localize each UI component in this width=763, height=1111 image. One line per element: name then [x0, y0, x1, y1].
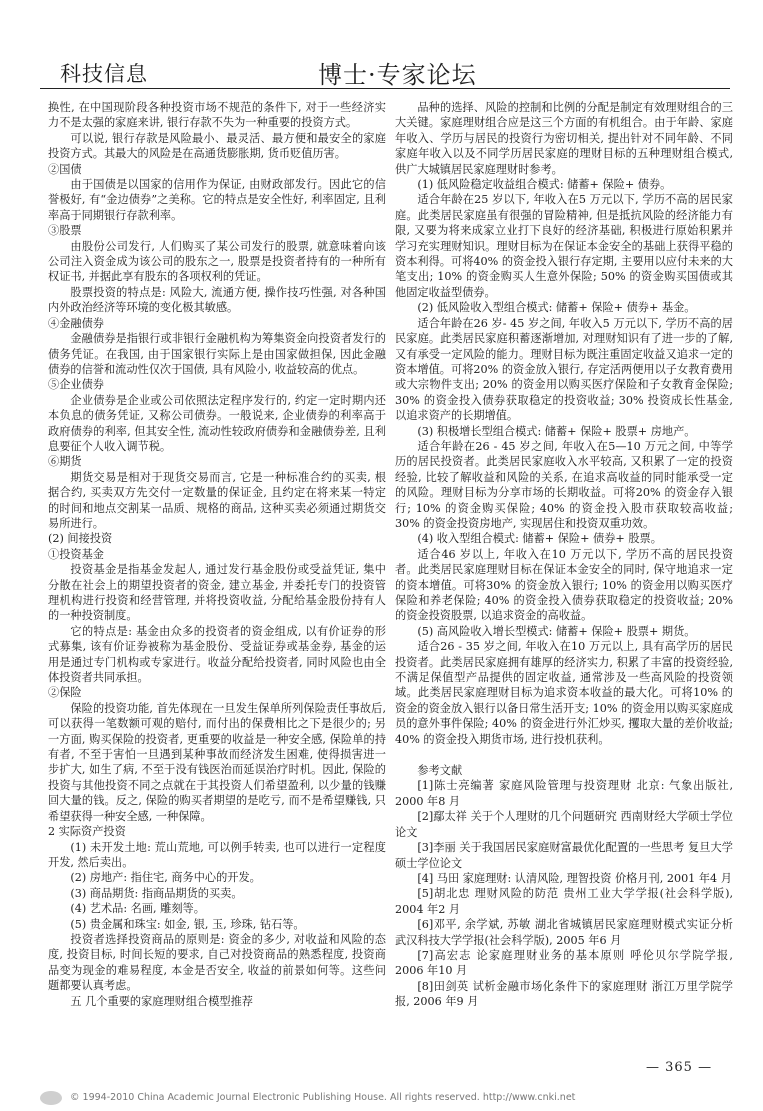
paragraph: 适合46 岁以上, 年收入在10 万元以下, 学历不高的居民投资者。此类居民家庭理财目标在保证本金安全的同时, 保守地追求一定的资本增值。可将30% 的资金放入银行; 10% 的资金用以购买医疗保险和养老保险; 40% 的资金投入债券获取稳定的投资收益; 20% 的资金投资股票, 以追求资金的高收益。 — [395, 547, 733, 623]
section-heading: ①投资基金 — [48, 547, 104, 561]
model-heading: (4) 收入型组合模式: 储蓄+ 保险+ 债券+ 股票。 — [417, 532, 662, 546]
section-heading: (2) 间接投资 — [48, 532, 113, 546]
model-heading: (1) 低风险稳定收益组合模式: 储蓄+ 保险+ 债券。 — [417, 178, 672, 192]
paragraph: 适合年龄在26 岁- 45 岁之间, 年收入5 万元以下, 学历不高的居民家庭。此类居民家庭积蓄逐渐增加, 对理财知识有了进一步的了解, 又有承受一定风险的能力。理财目标为既注重固定收益又追求一定的资本增值。可将20% 的资金放入银行, 存定活两便用以子女教育费用或大宗物件支出; 20% 的资金用以购买医疗保险和子女教育金保险; 30% 的资金投入债券获取稳定的投资收益; 30% 投资成长性基金, 以追求资产的长期增值。 — [395, 316, 733, 423]
paragraph: 投资基金是指基金发起人, 通过发行基金股份或受益凭证, 集中分散在社会上的期望投资者的资金, 建立基金, 并委托专门的投资管理机构进行投资和经营管理, 并将投资收益, 分配给基金股份持有人的一种投资制度。 — [48, 563, 386, 623]
paragraph: 适合年龄在26 - 45 岁之间, 年收入在5—10 万元之间, 中等学历的居民投资者。此类居民家庭收入水平较高, 又积累了一定的投资经验, 比较了解收益和风险的关系, 在追求高收益的同时能承受一定的风险。理财目标为分享市场的长期收益。可将20% 的资金存入银行; 10% 的资金购买保险; 40% 的资金投入股市获取较高收益; 30% 的资金投资房地产, 实现居住和投资双重功效。 — [395, 439, 733, 530]
right-column — [395, 100, 733, 1010]
reference-item: [8]田剑英 试析金融市场化条件下的家庭理财 浙江万里学院学报, 2006 年9 月 — [395, 979, 733, 1009]
cnki-logo-icon — [40, 1091, 62, 1105]
model-heading: (3) 积极增长型组合模式: 储蓄+ 保险+ 股票+ 房地产。 — [417, 424, 696, 438]
section-heading: ④金融债券 — [48, 316, 104, 330]
list-item: (2) 房地产: 指住宅, 商务中心的开发。 — [70, 871, 261, 885]
section-heading: ⑤企业债券 — [48, 378, 104, 392]
model-heading: (2) 低风险收入型组合模式: 储蓄+ 保险+ 债券+ 基金。 — [417, 301, 696, 315]
paragraph: 换性, 在中国现阶段各种投资市场不规范的条件下, 对于一些经济实力不是太强的家庭来讲, 银行存款不失为一种重要的投资方式。 — [48, 101, 386, 130]
references-title: 参考文献 — [417, 764, 463, 778]
paragraph: 投资者选择投资商品的原则是: 资金的多少, 对收益和风险的态度, 投资目标, 时间长短的要求, 自己对投资商品的熟悉程度, 投资商品变为现金的难易程度, 本金是否安全, 收益的前景如何等。这些问题都要认真考虑。 — [48, 932, 386, 993]
list-item: (5) 贵金属和珠宝: 如金, 银, 玉, 珍珠, 钻石等。 — [70, 917, 305, 931]
paragraph: 保险的投资功能, 首先体现在一旦发生保单所列保险责任事故后, 可以获得一笔数额可观的赔付, 而付出的保费相比之下是很少的; 另一方面, 购买保险的投资者, 更重要的收益是一种安全感, 保险单的持有者, 不至于害怕一旦遇到某种事故而经济发生困难, 使得损害进一步扩大, 如生了病, 不至于没有钱医治而延误治疗时机。因此, 保险的投资与其他投资不同之点就在于其投资人们希望盈利, 以少量的钱赚回大量的钱。反之, 保险的购买者期望的是吃亏, 而不是希望赚钱, 只希望获得一种安全感, 一种保障。 — [48, 701, 386, 823]
paragraph: 由于国债是以国家的信用作为保证, 由财政部发行。因此它的信誉极好, 有“金边债券”之美称。它的特点是安全性好, 利率固定, 且利率高于同期银行存款利率。 — [48, 178, 386, 222]
reference-item: [4] 马田 家庭理财: 认清风险, 理智投资 价格月刊, 2001 年4 月 — [417, 871, 732, 885]
list-item: (1) 未开发土地: 荒山荒地, 可以例手转卖, 也可以进行一定程度开发, 然后卖出。 — [48, 840, 386, 869]
paragraph: 金融债券是指银行或非银行金融机构为筹集资金向投资者发行的债务凭证。在我国, 由于国家银行实际上是由国家做担保, 因此金融债券的信誉和流动性仅次于国债, 具有风险小, 收益较高的优点。 — [48, 332, 386, 376]
paragraph: 企业债券是企业或公司依照法定程序发行的, 约定一定时期内还本负息的债务凭证, 又称公司债券。一般说来, 企业债券的利率高于政府债券的利率, 但其安全性, 流动性较政府债券和金融债券差, 且利息要征个人收入调节税。 — [48, 393, 386, 453]
paragraph: 股票投资的特点是: 风险大, 流通方便, 操作技巧性强, 对各种国内外政治经济等环境的变化极其敏感。 — [48, 285, 386, 315]
section-heading: ②保险 — [48, 686, 82, 700]
paragraph: 由股份公司发行, 人们购买了某公司发行的股票, 就意味着向该公司注入资金成为该公司的股东之一, 股票是投资者持有的一种所有权证书, 并据此享有股东的各项权利的凭证。 — [48, 239, 386, 284]
section-heading: 五 几个重要的家庭理财组合模型推荐 — [70, 994, 253, 1008]
copyright-text: © 1994-2010 China Academic Journal Electronic Publishing House. All rights reserved. http://www.cnki.net — [70, 1092, 576, 1103]
section-heading: ③股票 — [48, 224, 82, 238]
section-heading: ⑥期货 — [48, 455, 82, 469]
page-header — [0, 0, 763, 100]
reference-item: [5]胡北忠 理财风险的防范 贵州工业大学学报(社会科学版), 2004 年2 月 — [395, 887, 733, 916]
paragraph: 期货交易是相对于现货交易而言, 它是一种标准合约的买卖, 根据合约, 买卖双方先交付一定数量的保证金, 且约定在将来某一特定的时间和地点交割某一品质、规格的商品, 这种买卖必须通过期货交易所进行。 — [48, 470, 386, 530]
section-heading: ②国债 — [48, 162, 82, 176]
reference-item: [2]鄢太祥 关于个人理财的几个问题研究 西南财经大学硕士学位论文 — [395, 810, 733, 839]
paragraph: 适合26 - 35 岁之间, 年收入在10 万元以上, 具有高学历的居民投资者。此类居民家庭拥有雄厚的经济实力, 积累了丰富的投资经验, 不满足保值型产品提供的固定收益, 通常涉及一些高风险的投资领域。此类居民家庭理财目标为追求资本收益的最大化。可将10% 的资金的资金放入银行以备日常生活开支; 10% 的资金用以购买家庭成员的意外事件保险; 40% 的资金进行外汇炒买, 攫取大量的差价收益; 40% 的资金投入期货市场, 进行投机获利。 — [395, 640, 733, 746]
list-item: (3) 商品期货: 指商品期货的买卖。 — [70, 886, 243, 900]
journal-name: 科技信息 — [60, 62, 148, 86]
column-title: 博士·专家论坛 — [318, 61, 477, 89]
reference-item: [3]李丽 关于我国居民家庭财富最优化配置的一些思考 复旦大学 硕士学位论文 — [395, 841, 733, 870]
page-footer — [0, 1088, 763, 1111]
reference-item: [6]邓平, 余学斌, 苏敏 湖北省城镇居民家庭理财模式实证分析 武汉科技大学学报(社会科学版), 2005 年6 月 — [395, 918, 733, 947]
paragraph: 适合年龄在25 岁以下, 年收入在5 万元以下, 学历不高的居民家庭。此类居民家庭虽有很强的冒险精神, 但是抵抗风险的经济能力有限, 又要为将来成家立业打下良好的经济基础, 积极进行原始积累并学习充实理财知识。理财目标为在保证本金安全的基础上获得平稳的资本利得。可将40% 的资金投入银行存定期, 主要用以应付未来的大笔支出; 10% 的资金购买人生意外保险; 50% 的资金购买国债或其他固定收益型债券。 — [395, 193, 733, 299]
paragraph: 它的特点是: 基金由众多的投资者的资金组成, 以有价证券的形式募集, 该有价证券被称为基金股份、受益证券或基金券, 基金的运用是通过专门机构或专家进行。收益分配给投资者, 同时风险也由全体投资者共同承担。 — [48, 624, 386, 685]
header-rule — [40, 88, 730, 89]
paragraph: 可以说, 银行存款是风险最小、最灵活、最方便和最安全的家庭投资方式。其最大的风险是在高通货膨胀期, 货币贬值历害。 — [48, 131, 386, 161]
list-item: (4) 艺术品: 名画, 雕刻等。 — [70, 902, 205, 916]
reference-item: [1]陈士亮编著 家庭风险管理与投资理财 北京: 气象出版社, 2000 年8 月 — [395, 779, 733, 808]
left-column — [48, 100, 386, 1009]
model-heading: (5) 高风险收入增长型模式: 储蓄+ 保险+ 股票+ 期货。 — [417, 624, 696, 638]
page-number: — 365 — — [646, 1060, 713, 1075]
paragraph: 品种的选择、风险的控制和比例的分配是制定有效理财组合的三大关键。家庭理财组合应是这三个方面的有机组合。由于年龄、家庭年收入、学历与居民的投资行为密切相关, 提出针对不同年龄、不同家庭年收入以及不同学历居民家庭的理财目标的五种理财组合模式, 供广大城镇居民家庭理财时参考。 — [395, 101, 733, 176]
section-heading: 2 实际资产投资 — [48, 825, 126, 839]
reference-item: [7]高宏志 论家庭理财业务的基本原则 呼伦贝尔学院学报, 2006 年10 月 — [395, 948, 733, 978]
